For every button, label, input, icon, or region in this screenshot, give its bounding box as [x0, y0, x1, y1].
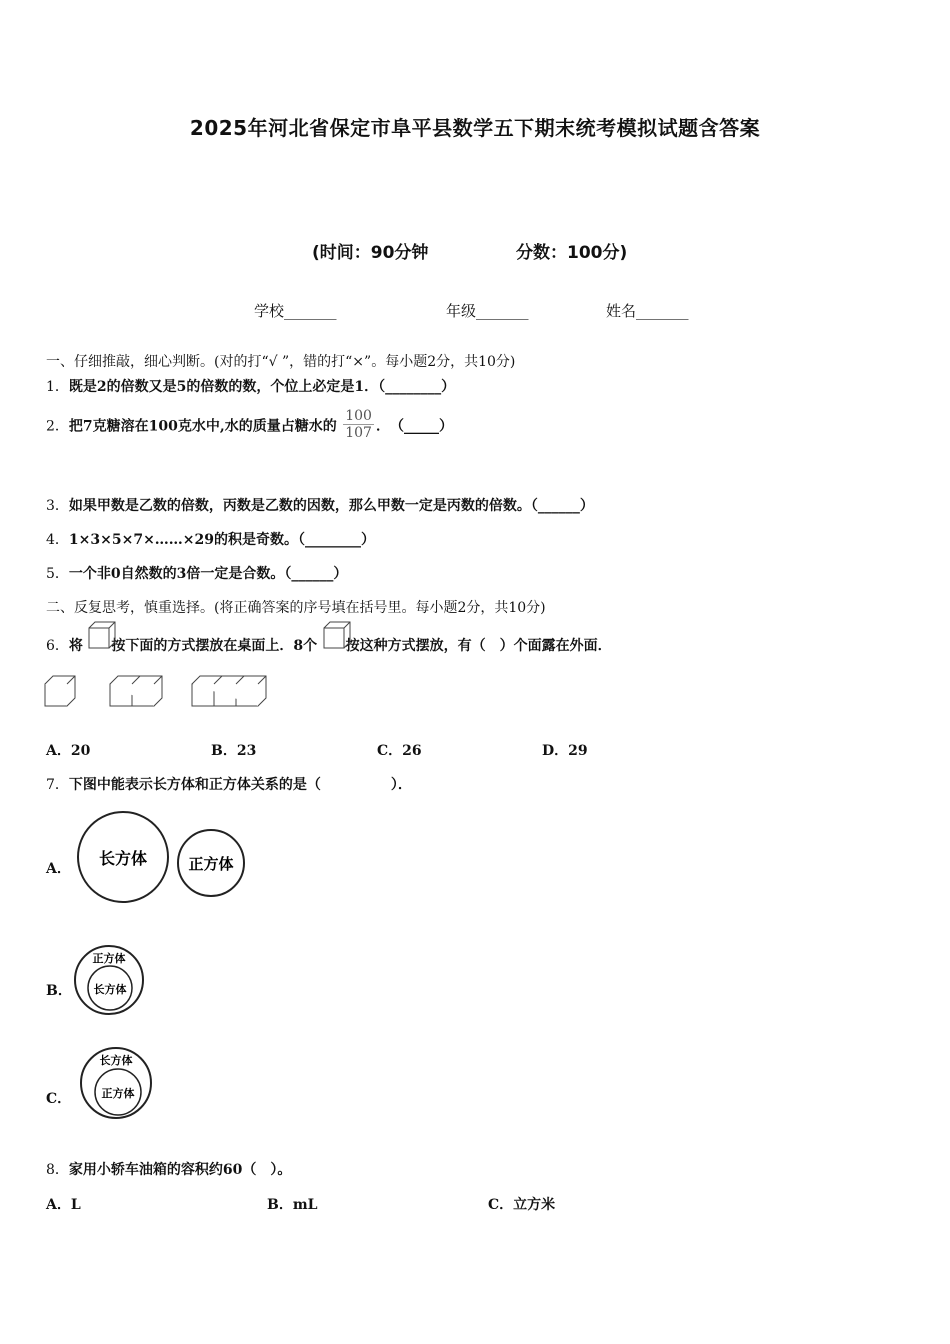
question-5 — [46, 563, 347, 583]
question-8 — [46, 1159, 291, 1179]
question-7 — [46, 774, 412, 794]
question-number: 8． — [46, 1162, 69, 1178]
question-number: 6． — [46, 638, 69, 654]
option-c[interactable]: C． — [46, 1091, 72, 1107]
section2-heading: 二、反复思考，慎重选择。(将正确答案的序号填在括号里。每小题2分，共10分) — [46, 600, 546, 616]
cube-icon — [324, 634, 344, 654]
option-d[interactable]: D．29 — [542, 743, 588, 759]
label-cube: 正方体 — [188, 855, 234, 873]
question-number: 1． — [46, 379, 69, 395]
venn-cube-contains-cuboid-figure — [72, 942, 148, 1018]
option-a[interactable]: A．L — [46, 1197, 81, 1213]
venn-cuboid-contains-cube-figure — [78, 1044, 156, 1122]
question-text: 家用小轿车油箱的容积约60（ ）。 — [68, 1162, 292, 1178]
cube-arrangement-figure — [44, 674, 274, 710]
question-text: 下图中能表示长方体和正方体关系的是（ ）． — [68, 777, 412, 793]
label-cuboid: 长方体 — [98, 849, 148, 868]
question-text: 如果甲数是乙数的倍数，丙数是乙数的因数，那么甲数一定是丙数的倍数。（______） — [68, 498, 594, 514]
grade-field: 年级_______ — [446, 302, 529, 320]
question-number: 2． — [46, 418, 69, 435]
label-cuboid: 长方体 — [99, 1054, 133, 1067]
venn-separate-figure — [72, 808, 248, 908]
option-a[interactable]: A． — [46, 861, 71, 877]
label-cube: 正方体 — [101, 1087, 135, 1100]
fraction-denominator: 107 — [345, 425, 372, 441]
question-text: 一个非0自然数的3倍一定是合数。（______） — [68, 566, 348, 582]
option-c[interactable]: C．26 — [377, 743, 422, 759]
question-number: 3． — [46, 498, 69, 514]
fraction — [343, 408, 374, 441]
name-field: 姓名_______ — [606, 302, 689, 320]
school-field: 学校_______ — [254, 302, 337, 320]
fraction-numerator: 100 — [345, 408, 372, 424]
exam-time: (时间：90分钟 — [312, 243, 429, 263]
question-text: 既是2的倍数又是5的倍数的数，个位上必定是1．（________） — [68, 379, 456, 395]
cube-icon — [89, 634, 109, 654]
question-text: 1×3×5×7×……×29的积是奇数。（________） — [68, 532, 376, 548]
option-b[interactable]: B．mL — [267, 1197, 318, 1213]
option-c[interactable]: C．立方米 — [488, 1197, 556, 1213]
question-2 — [46, 410, 453, 443]
question-text-after: ． （_____） — [375, 418, 453, 435]
page-title: 2025年河北省保定市阜平县数学五下期末统考模拟试题含答案 — [189, 116, 761, 140]
question-number: 4． — [46, 532, 69, 548]
question-number: 7． — [46, 777, 69, 793]
question-6 — [46, 634, 612, 655]
option-b[interactable]: B．23 — [211, 743, 257, 759]
question-1 — [46, 376, 455, 396]
label-cube: 正方体 — [92, 952, 126, 965]
question-number: 5． — [46, 566, 69, 582]
label-cuboid: 长方体 — [93, 983, 127, 996]
exam-score: 分数：100分) — [516, 243, 628, 263]
option-a[interactable]: A．20 — [46, 743, 91, 759]
question-4 — [46, 529, 375, 549]
question-text: 把7克糖溶在100克水中,水的质量占糖水的 — [68, 418, 337, 435]
question-text-part2: 按下面的方式摆放在桌面上．8个 — [111, 638, 318, 654]
question-3 — [46, 495, 594, 515]
question-text-part1: 将 — [68, 638, 83, 654]
question-text-part3: 按这种方式摆放，有（ ）个面露在外面． — [345, 638, 612, 654]
section1-heading: 一、仔细推敲，细心判断。(对的打“√ ”，错的打“×”。每小题2分，共10分) — [46, 354, 516, 370]
option-b[interactable]: B． — [46, 983, 72, 999]
